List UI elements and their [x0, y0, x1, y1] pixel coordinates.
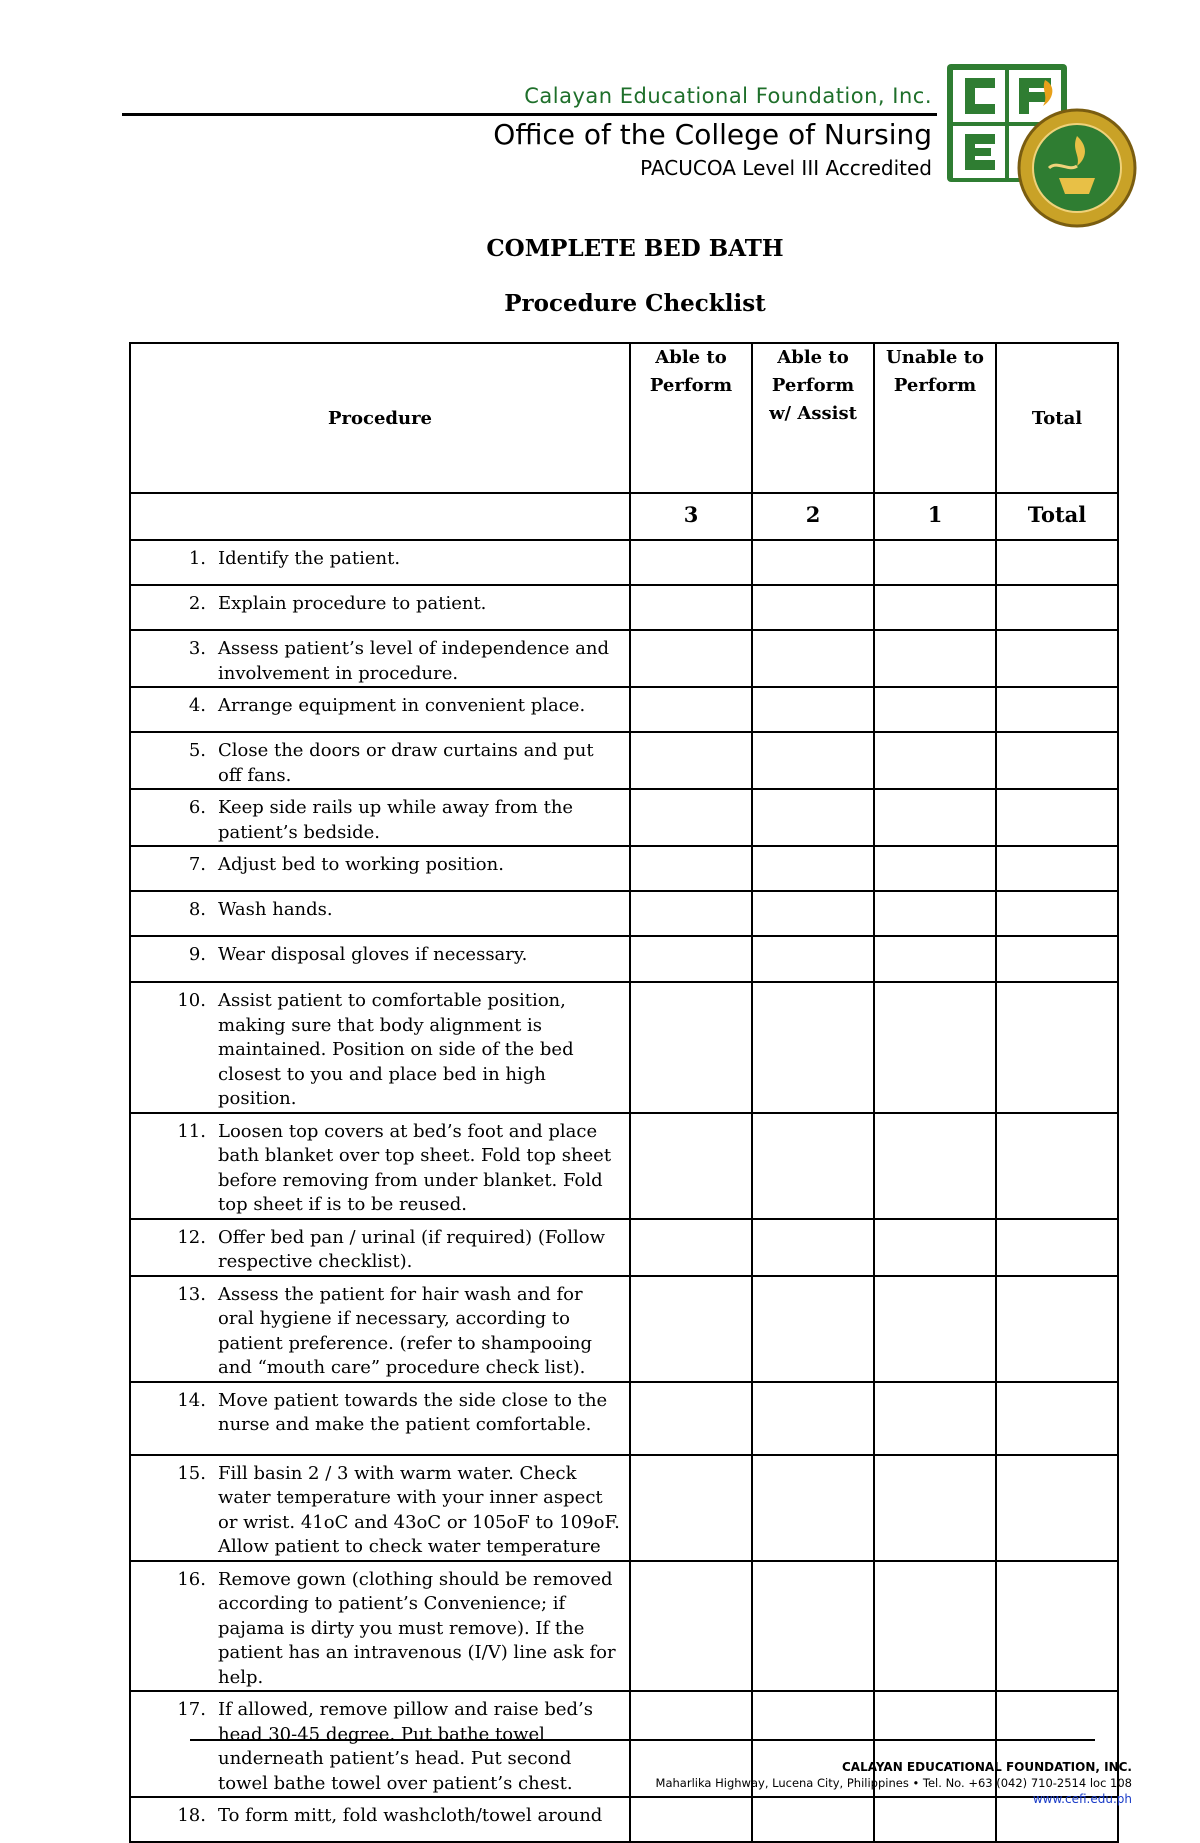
table-row: [130, 1276, 1118, 1382]
table-row: [130, 1113, 1118, 1219]
score-unable-cell[interactable]: [874, 1219, 996, 1276]
score-unable-cell[interactable]: [874, 936, 996, 982]
score-cell: 3: [630, 493, 752, 540]
header-row: [130, 343, 1118, 493]
cefi-logo: [945, 60, 1140, 232]
item-text: Wash hands.: [218, 899, 333, 920]
assist-header-line: Perform: [771, 375, 855, 396]
able-header-line: Able to: [655, 347, 727, 368]
list-item: [131, 937, 629, 968]
item-text: Assess the patient for hair wash and for oral hygiene if necessary, according to patient preference. (refer to shampooing and “mouth care” procedure check list).: [218, 1283, 592, 1378]
score-total-cell[interactable]: [996, 936, 1118, 982]
procedure-cell: [130, 732, 630, 789]
score-assist-cell[interactable]: [752, 846, 874, 891]
score-total-cell[interactable]: [996, 732, 1118, 789]
score-assist-cell[interactable]: [752, 630, 874, 687]
score-unable-cell[interactable]: [874, 1561, 996, 1692]
list-item: [131, 541, 629, 572]
table-row: [130, 982, 1118, 1113]
procedure-cell: [130, 1691, 630, 1797]
score-total-cell[interactable]: [996, 1561, 1118, 1692]
score-able-cell[interactable]: [630, 1797, 752, 1842]
unable-header-line: Unable to: [886, 347, 984, 368]
list-item: [131, 1277, 629, 1381]
item-number: 15.: [177, 1462, 206, 1484]
item-text: Fill basin 2 / 3 with warm water. Check water temperature with your inner aspect or wrist. 41oC and 43oC or 105oF to 109oF. Allow patient to check water temperature: [218, 1462, 620, 1557]
score-assist-cell[interactable]: [752, 982, 874, 1113]
procedure-cell: [130, 936, 630, 982]
score-assist-cell[interactable]: [752, 891, 874, 936]
list-item: [131, 790, 629, 845]
score-assist-cell[interactable]: [752, 1561, 874, 1692]
table-row: [130, 891, 1118, 936]
table-row: [130, 1219, 1118, 1276]
score-unable-cell[interactable]: [874, 982, 996, 1113]
table-row: [130, 936, 1118, 982]
score-total-cell[interactable]: [996, 1113, 1118, 1219]
procedure-cell: [130, 540, 630, 585]
item-text: Offer bed pan / urinal (if required) (Follow respective checklist).: [218, 1226, 605, 1272]
score-total-cell[interactable]: [996, 687, 1118, 732]
score-unable-cell[interactable]: [874, 1276, 996, 1382]
list-item: [131, 1562, 629, 1691]
list-item: [131, 892, 629, 923]
item-text: Keep side rails up while away from the patient’s bedside.: [218, 797, 574, 843]
score-total-cell[interactable]: [996, 1455, 1118, 1561]
procedure-cell: [130, 1219, 630, 1276]
score-able-cell[interactable]: [630, 846, 752, 891]
table-row: [130, 846, 1118, 891]
score-total-cell[interactable]: [996, 585, 1118, 630]
score-unable-cell[interactable]: [874, 585, 996, 630]
item-number: 3.: [188, 638, 206, 659]
logo-letter-e: [965, 134, 995, 170]
item-number: 8.: [188, 899, 206, 920]
score-able-cell[interactable]: [630, 982, 752, 1113]
score-unable-cell[interactable]: [874, 789, 996, 846]
item-number: 10.: [177, 990, 206, 1011]
table-row: [130, 585, 1118, 630]
list-item: [131, 733, 629, 788]
procedure-cell: [130, 1276, 630, 1382]
list-item: [131, 1692, 629, 1796]
score-able-cell[interactable]: [630, 789, 752, 846]
item-number: 17.: [177, 1699, 206, 1720]
item-text: Assist patient to comfortable position, making sure that body alignment is maintained. Position on side of the bed closest to you and place bed in high position.: [218, 990, 574, 1109]
score-total-cell[interactable]: [996, 1382, 1118, 1455]
able-header: [630, 343, 752, 493]
score-unable-cell[interactable]: [874, 1382, 996, 1455]
score-assist-cell[interactable]: [752, 1113, 874, 1219]
item-number: 7.: [188, 854, 206, 875]
score-cell: 1: [874, 493, 996, 540]
item-text: Arrange equipment in convenient place.: [218, 695, 586, 716]
score-unable-cell[interactable]: [874, 1455, 996, 1561]
procedure-cell: [130, 1797, 630, 1842]
score-unable-cell[interactable]: [874, 1113, 996, 1219]
score-able-cell[interactable]: [630, 630, 752, 687]
score-able-cell[interactable]: [630, 891, 752, 936]
score-total-cell[interactable]: [996, 891, 1118, 936]
item-text: Close the doors or draw curtains and put off fans.: [218, 740, 594, 786]
assist-header-line: w/ Assist: [769, 403, 857, 424]
score-able-cell[interactable]: [630, 585, 752, 630]
seal-lamp-icon: [1059, 178, 1095, 194]
office-title: Office of the College of Nursing: [493, 118, 932, 151]
score-assist-cell[interactable]: [752, 540, 874, 585]
score-row-blank: [130, 493, 630, 540]
list-item: [131, 847, 629, 878]
score-total-cell[interactable]: [996, 846, 1118, 891]
score-assist-cell[interactable]: [752, 1382, 874, 1455]
list-item: [131, 688, 629, 719]
item-number: 2.: [188, 593, 206, 614]
procedure-header-label: Procedure: [327, 407, 433, 429]
footer-divider: [190, 1739, 1095, 1741]
able-header-line: Perform: [649, 375, 733, 396]
item-number: 4.: [188, 695, 206, 716]
score-able-cell[interactable]: [630, 1276, 752, 1382]
item-text: Assess patient’s level of independence and involvement in procedure.: [218, 638, 610, 684]
item-number: 5.: [188, 740, 206, 761]
score-able-cell[interactable]: [630, 936, 752, 982]
score-assist-cell[interactable]: [752, 687, 874, 732]
table-row: [130, 540, 1118, 585]
document-subtitle: Procedure Checklist: [504, 290, 766, 317]
procedure-cell: [130, 1455, 630, 1561]
item-number: 18.: [177, 1805, 206, 1826]
list-item: [131, 983, 629, 1112]
item-number: 11.: [177, 1120, 206, 1142]
table-row: [130, 789, 1118, 846]
list-item: [131, 586, 629, 617]
score-unable-cell[interactable]: [874, 846, 996, 891]
assist-header: [752, 343, 874, 493]
logo-tile-c: [953, 70, 1005, 122]
item-text: Explain procedure to patient.: [218, 593, 487, 614]
list-item: [131, 631, 629, 686]
footer-address: Maharlika Highway, Lucena City, Philippines • Tel. No. +63 (042) 710-2514 loc 108: [655, 1776, 1132, 1790]
unable-header: [874, 343, 996, 493]
item-number: 16.: [177, 1568, 206, 1590]
score-able-cell[interactable]: [630, 1561, 752, 1692]
table-row: [130, 687, 1118, 732]
total-header-label: Total: [1031, 407, 1083, 429]
score-total-cell[interactable]: [996, 630, 1118, 687]
procedure-cell: [130, 789, 630, 846]
procedure-cell: [130, 1113, 630, 1219]
item-number: 1.: [188, 548, 206, 569]
score-assist-cell[interactable]: [752, 585, 874, 630]
score-unable-cell[interactable]: [874, 687, 996, 732]
item-number: 12.: [177, 1226, 206, 1248]
procedure-cell: [130, 1561, 630, 1692]
score-able-cell[interactable]: [630, 1455, 752, 1561]
procedure-cell: [130, 891, 630, 936]
procedure-cell: [130, 630, 630, 687]
item-text: To form mitt, fold washcloth/towel around: [218, 1805, 603, 1826]
procedure-rows: [130, 540, 1118, 1842]
table-row: [130, 732, 1118, 789]
score-total-cell[interactable]: [996, 540, 1118, 585]
score-assist-cell[interactable]: [752, 732, 874, 789]
score-assist-cell[interactable]: [752, 1219, 874, 1276]
total-header: [996, 343, 1118, 493]
list-item: [131, 1798, 629, 1829]
score-unable-cell[interactable]: [874, 540, 996, 585]
score-unable-cell[interactable]: [874, 891, 996, 936]
score-total-cell[interactable]: [996, 1219, 1118, 1276]
score-assist-cell[interactable]: [752, 789, 874, 846]
procedure-cell: [130, 982, 630, 1113]
document-title: COMPLETE BED BATH: [486, 235, 784, 262]
score-able-cell[interactable]: [630, 1219, 752, 1276]
item-text: Adjust bed to working position.: [218, 854, 504, 875]
procedure-checklist-table: [129, 342, 1119, 1843]
table-row: [130, 630, 1118, 687]
item-number: 9.: [188, 944, 206, 965]
item-text: Wear disposal gloves if necessary.: [218, 944, 528, 965]
procedure-cell: [130, 846, 630, 891]
procedure-header: [130, 343, 630, 493]
item-text: Move patient towards the side close to the nurse and make the patient comfortable.: [218, 1389, 608, 1435]
foundation-name: Calayan Educational Foundation, Inc.: [524, 84, 932, 108]
score-able-cell[interactable]: [630, 1113, 752, 1219]
item-text: Loosen top covers at bed’s foot and place bath blanket over top sheet. Fold top sheet before removing from under blanket. Fold top sheet if is to be reused.: [218, 1120, 612, 1215]
score-assist-cell[interactable]: [752, 1276, 874, 1382]
score-assist-cell[interactable]: [752, 1797, 874, 1842]
score-assist-cell[interactable]: [752, 936, 874, 982]
score-total-cell[interactable]: [996, 982, 1118, 1113]
list-item: [131, 1220, 629, 1275]
score-total-cell[interactable]: [996, 789, 1118, 846]
score-unable-cell[interactable]: [874, 1797, 996, 1842]
item-text: Remove gown (clothing should be removed according to patient’s Convenience; if pajama is dirty you must remove). If the patient has an intravenous (I/V) line ask for help.: [218, 1568, 616, 1688]
item-text: Identify the patient.: [218, 548, 401, 569]
score-unable-cell[interactable]: [874, 630, 996, 687]
procedure-cell: [130, 1382, 630, 1455]
score-able-cell[interactable]: [630, 1382, 752, 1455]
score-cell: 2: [752, 493, 874, 540]
table-row: [130, 1382, 1118, 1455]
item-number: 14.: [177, 1389, 206, 1411]
score-row: [130, 493, 1118, 540]
accreditation-text: PACUCOA Level III Accredited: [640, 156, 932, 180]
score-assist-cell[interactable]: [752, 1455, 874, 1561]
footer-foundation-name: CALAYAN EDUCATIONAL FOUNDATION, INC.: [841, 1760, 1132, 1774]
procedure-cell: [130, 585, 630, 630]
score-able-cell[interactable]: [630, 687, 752, 732]
score-cell: Total: [996, 493, 1118, 540]
score-unable-cell[interactable]: [874, 732, 996, 789]
header-divider: [122, 113, 937, 116]
unable-header-line: Perform: [893, 375, 977, 396]
table-row: [130, 1797, 1118, 1842]
footer-website-link[interactable]: www.cefi.edu.ph: [1032, 1792, 1132, 1806]
score-able-cell[interactable]: [630, 732, 752, 789]
assist-header-line: Able to: [777, 347, 849, 368]
score-total-cell[interactable]: [996, 1276, 1118, 1382]
list-item: [131, 1456, 629, 1560]
score-able-cell[interactable]: [630, 540, 752, 585]
list-item: [131, 1383, 629, 1438]
list-item: [131, 1114, 629, 1218]
item-number: 6.: [188, 797, 206, 818]
item-number: 13.: [177, 1283, 206, 1305]
table-row: [130, 1561, 1118, 1692]
item-text: If allowed, remove pillow and raise bed’s head 30-45 degree. Put bathe towel underneath patient’s head. Put second towel bathe towel over patient’s chest.: [218, 1699, 593, 1794]
procedure-cell: [130, 687, 630, 732]
table-row: [130, 1455, 1118, 1561]
